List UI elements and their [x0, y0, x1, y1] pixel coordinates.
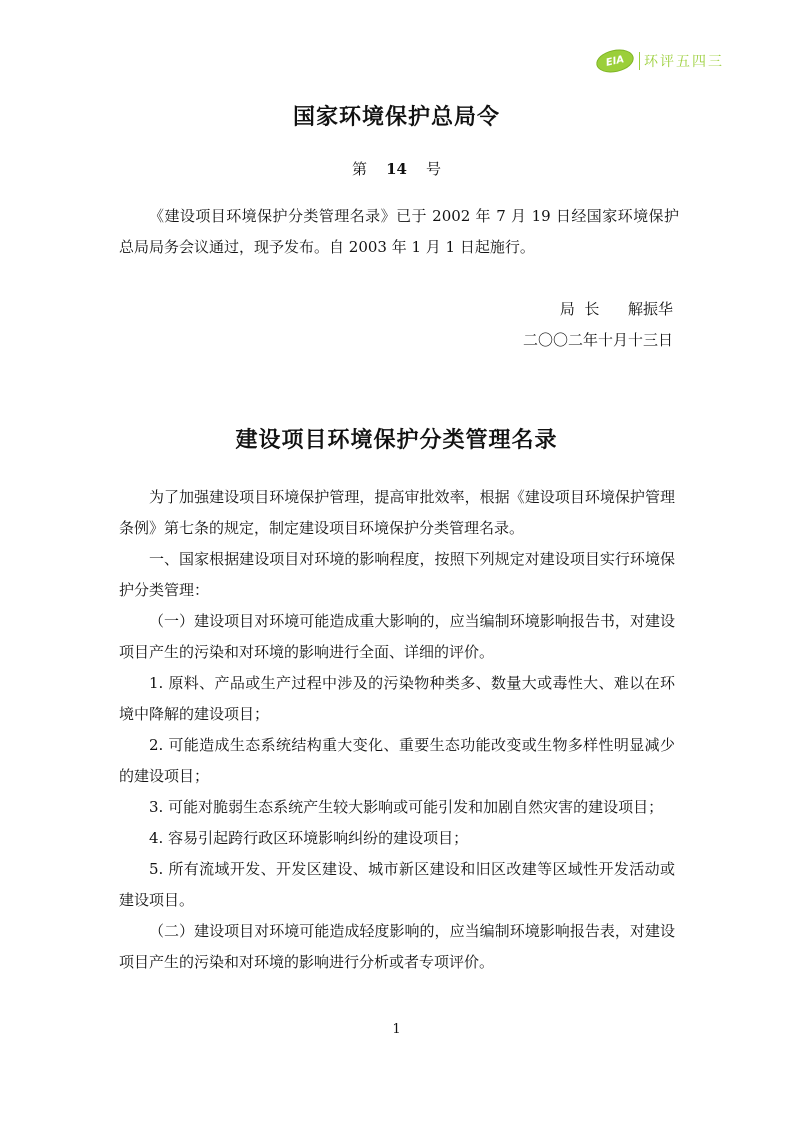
body-paragraph: 4. 容易引起跨行政区环境影响纠纷的建设项目； [149, 829, 469, 847]
eia-logo [596, 49, 724, 73]
order-title: 国家环境保护总局令 [292, 105, 500, 130]
body-paragraph: （一）建设项目对环境可能造成重大影响的，应当编制环境影响报告书，对建设项目产生的污染和对环境的影响进行全面、详细的评价。 [119, 612, 675, 661]
signatory-title: 局 长 [559, 300, 600, 318]
body-paragraph: 1. 原料、产品或生产过程中涉及的污染物种类多、数量大或毒性大、难以在环境中降解的建设项目； [119, 674, 675, 723]
catalog-body [119, 482, 675, 978]
body-paragraph: 5. 所有流域开发、开发区建设、城市新区建设和旧区改建等区域性开发活动或建设项目。 [119, 860, 675, 909]
catalog-title: 建设项目环境保护分类管理名录 [235, 428, 558, 453]
logo-divider [639, 52, 640, 70]
page-number: 1 [392, 1022, 401, 1037]
body-paragraph: 为了加强建设项目环境保护管理，提高审批效率，根据《建设项目环境保护管理条例》第七条的规定，制定建设项目环境保护分类管理名录。 [119, 488, 675, 537]
signatory-line [560, 298, 673, 319]
order-number: 14 [386, 160, 407, 178]
order-date: 二〇〇二年十月十三日 [522, 331, 673, 349]
body-paragraph: （二）建设项目对环境可能造成轻度影响的，应当编制环境影响报告表，对建设项目产生的污染和对环境的影响进行分析或者专项评价。 [119, 922, 675, 971]
body-paragraph: 一、国家根据建设项目对环境的影响程度，按照下列规定对建设项目实行环境保护分类管理： [119, 550, 675, 599]
logo-text: 环评五四三 [644, 54, 724, 70]
signatory-name: 解振华 [627, 300, 673, 318]
order-number-line [0, 158, 793, 179]
eia-badge-icon: EIA [594, 46, 636, 75]
order-intro: 《建设项目环境保护分类管理名录》已于 2002 年 7 月 19 日经国家环境保护总局局务会议通过，现予发布。自 2003 年 1 月 1 日起施行。 [119, 207, 679, 256]
order-number-prefix: 第 [351, 160, 367, 178]
body-paragraph: 3. 可能对脆弱生态系统产生较大影响或可能引发和加剧自然灾害的建设项目； [149, 798, 664, 816]
order-number-suffix: 号 [426, 160, 442, 178]
body-paragraph: 2. 可能造成生态系统结构重大变化、重要生态功能改变或生物多样性明显减少的建设项目； [119, 736, 675, 785]
